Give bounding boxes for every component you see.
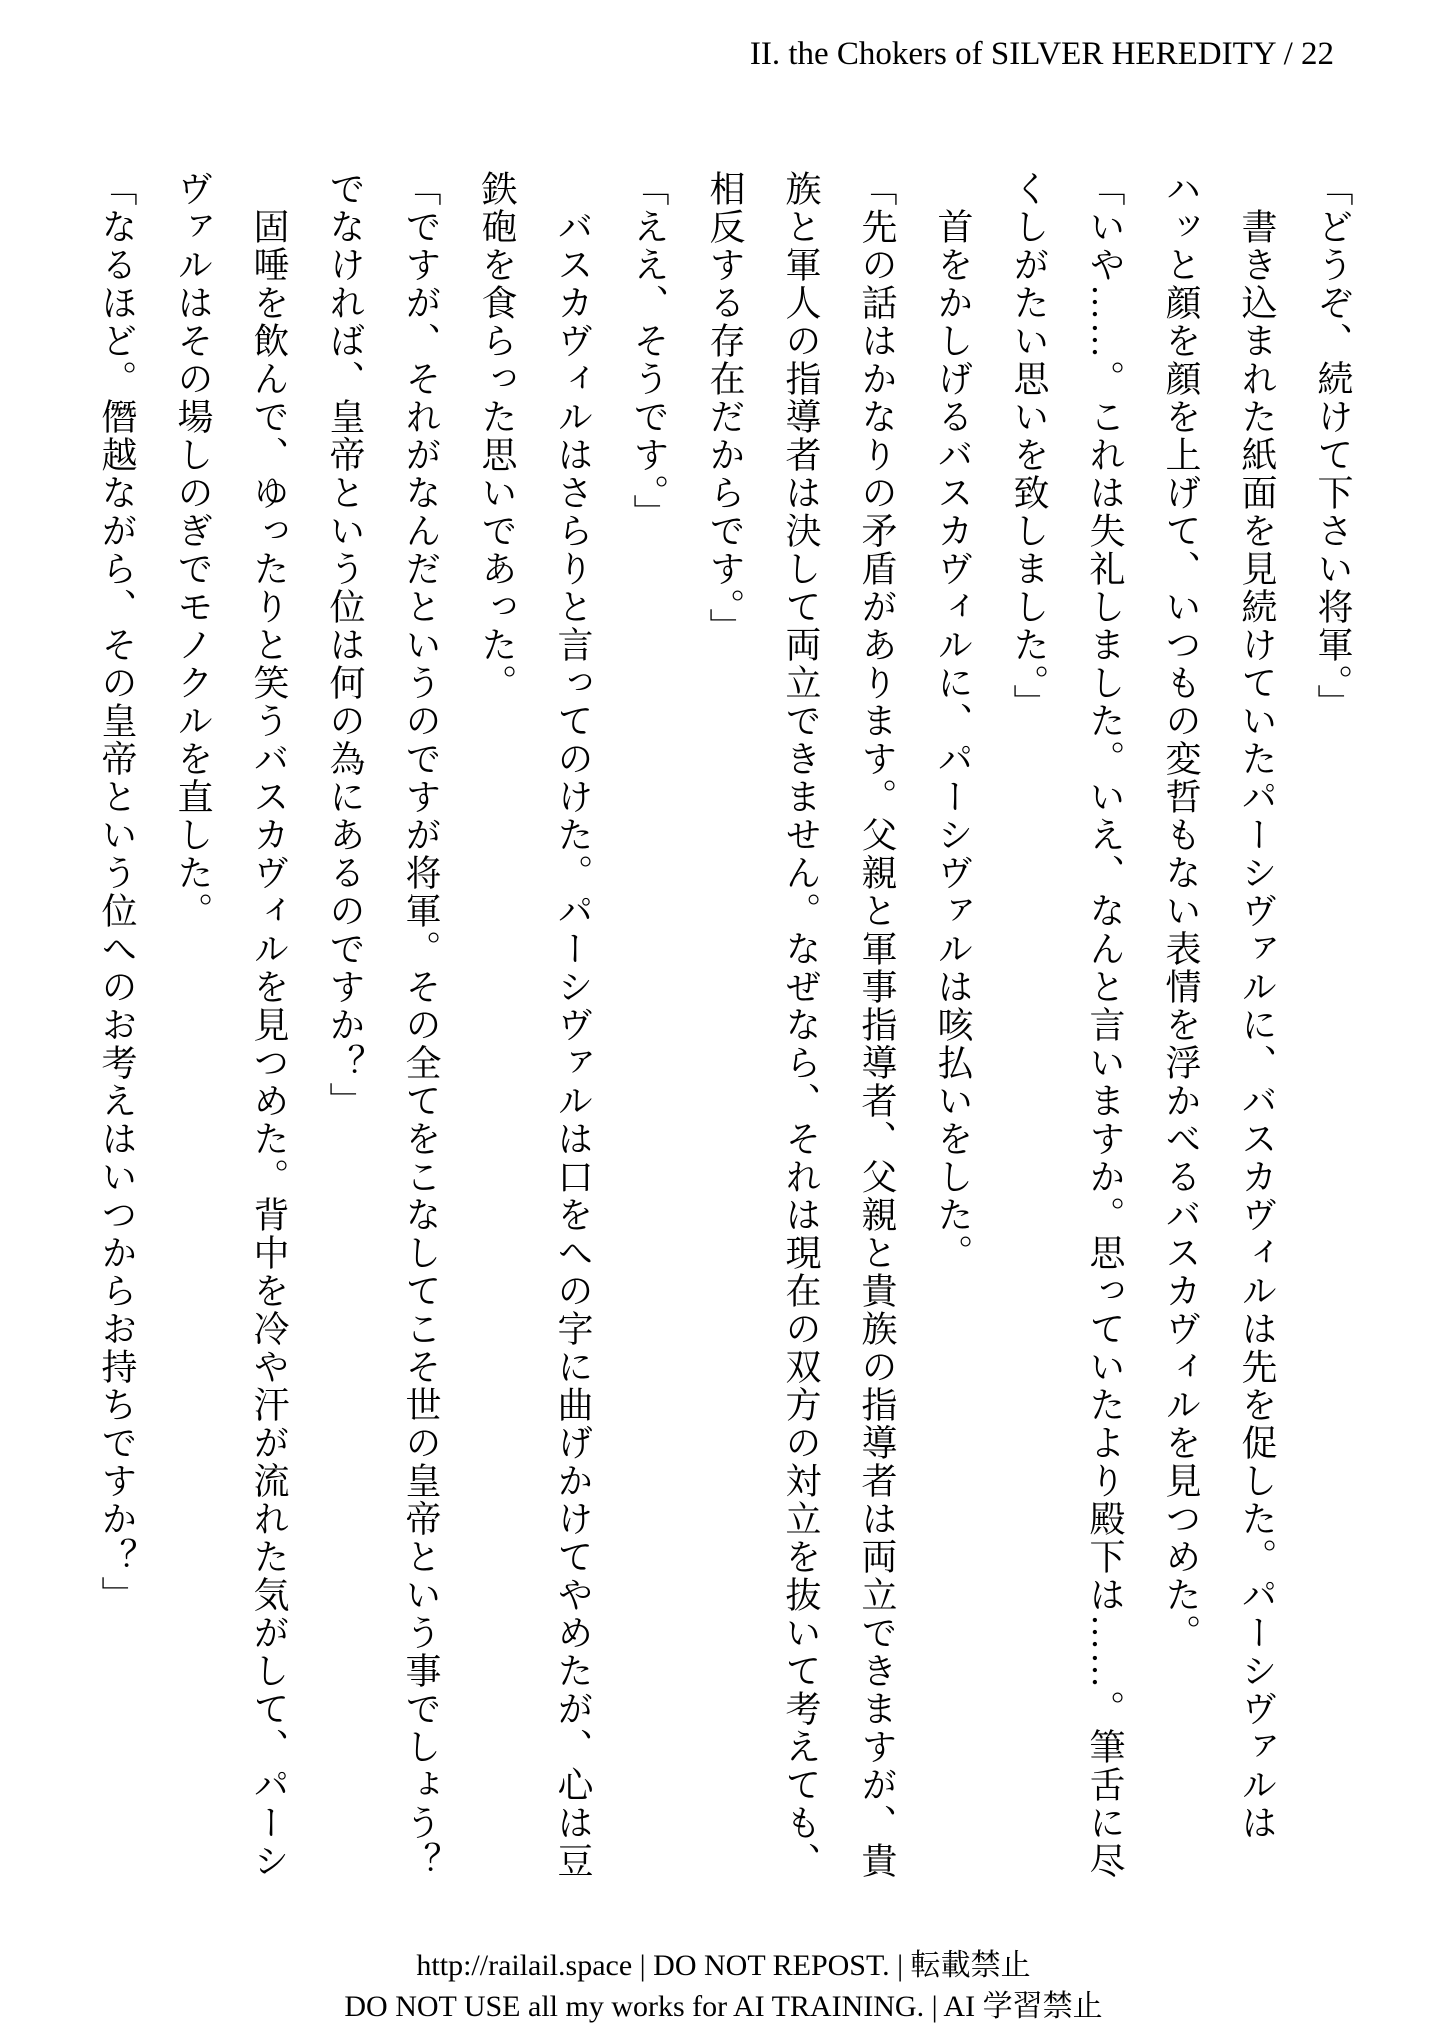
text-column: 「なるほど。僭越ながら、その皇帝という位へのお考えはいつからお持ちですか？」 xyxy=(97,170,137,1614)
text-column: 「先の話はかなりの矛盾があります。父親と軍事指導者、父親と貴族の指導者は両立できますが、貴 xyxy=(857,170,897,1880)
text-column: でなければ、皇帝という位は何の為にあるのですか？」 xyxy=(325,170,365,1120)
footer-line-ai-training: DO NOT USE all my works for AI TRAINING. | AI 学習禁止 xyxy=(344,1990,1103,2023)
page-header: II. the Chokers of SILVER HEREDITY / 22 xyxy=(749,36,1334,72)
text-column: 「ええ、そうです。」 xyxy=(629,170,669,532)
footer-line-repost: http://railail.space | DO NOT REPOST. | 転載禁止 xyxy=(416,1949,1031,1982)
text-column: くしがたい思いを致しました。」 xyxy=(1009,170,1049,722)
page-footer xyxy=(0,1945,1447,2027)
text-column: ハッと顔を顔を上げて、いつもの変哲もない表情を浮かべるバスカヴィルを見つめた。 xyxy=(1161,170,1201,1652)
text-column: 「いや……。これは失礼しました。いえ、なんと言いますか。思っていたより殿下は……。筆舌に尽 xyxy=(1085,170,1125,1880)
text-column: 首をかしげるバスカヴィルに、パーシヴァルは咳払いをした。 xyxy=(933,208,973,1272)
text-column: 書き込まれた紙面を見続けていたパーシヴァルに、バスカヴィルは先を促した。パーシヴァルは xyxy=(1237,208,1277,1842)
text-column: 「ですが、それがなんだというのですが将軍。その全てをこなしてこそ世の皇帝という事でしょう？ xyxy=(401,170,441,1880)
text-column: 「どうぞ、続けて下さい将軍。」 xyxy=(1313,170,1353,722)
text-column: 族と軍人の指導者は決して両立できません。なぜなら、それは現在の双方の対立を抜いて考えても、 xyxy=(781,170,821,1880)
text-column: 固唾を飲んで、ゆったりと笑うバスカヴィルを見つめた。背中を冷や汗が流れた気がして、パーシ xyxy=(249,208,289,1880)
text-column: バスカヴィルはさらりと言ってのけた。パーシヴァルは口をへの字に曲げかけてやめたが、心は豆 xyxy=(553,208,593,1880)
text-body xyxy=(79,170,1371,1900)
text-column: ヴァルはその場しのぎでモノクルを直した。 xyxy=(173,170,213,930)
text-column: 鉄砲を食らった思いであった。 xyxy=(477,170,517,702)
text-column: 相反する存在だからです。」 xyxy=(705,170,745,646)
